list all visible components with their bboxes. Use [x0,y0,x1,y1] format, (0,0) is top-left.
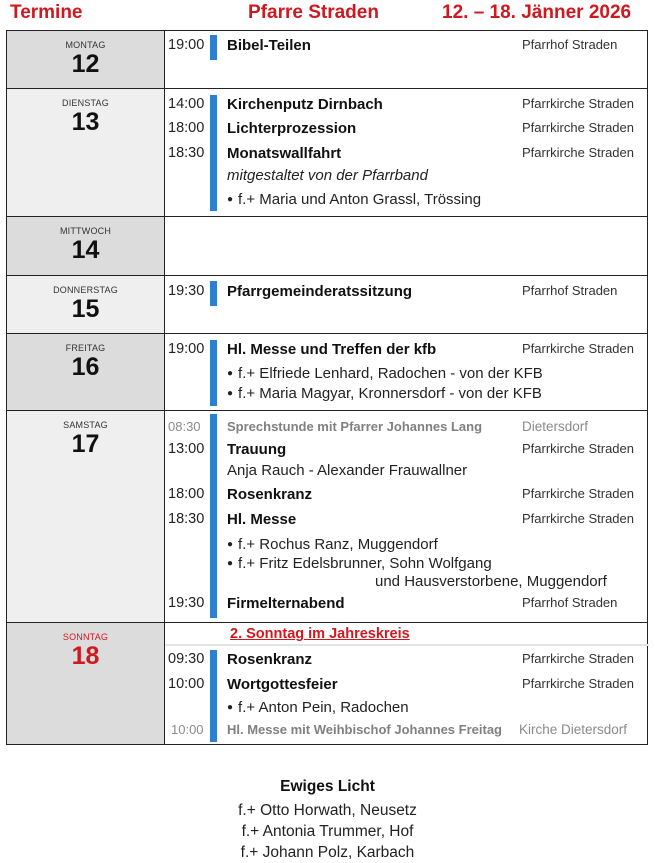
mass-intention: ● f.+ Maria Magyar, Kronnersdorf - von der KFB [227,385,542,402]
event-place: Kirche Dietersdorf [519,722,628,737]
day-name: DONNERSTAG [53,285,118,295]
day-cell [7,217,164,275]
day-row-friday [7,334,647,411]
event-item [165,341,649,363]
day-events [164,411,647,622]
event-place: Pfarrkirche Straden [522,486,634,501]
mass-intention: ● f.+ Fritz Edelsbrunner, Sohn Wolfgang [227,555,492,572]
event-time: 10:00 [168,676,205,692]
event-time: 18:00 [168,486,205,502]
event-title: Rosenkranz [227,486,313,503]
event-time: 08:30 [168,419,201,434]
event-title: Hl. Messe mit Weihbischof Johannes Freitag [227,722,502,737]
day-events-empty [164,217,647,275]
day-row-thursday [7,276,647,334]
event-place: Pfarrkirche Straden [522,96,634,111]
day-name: SAMSTAG [63,420,108,430]
event-title: Wortgottesfeier [227,676,338,693]
event-title: Monatswallfahrt [227,145,342,162]
event-title: Kirchenputz Dirnbach [227,96,383,113]
day-row-saturday [7,411,647,623]
event-place: Pfarrhof Straden [522,283,618,298]
event-title: Hl. Messe und Treffen der kfb [227,341,437,358]
day-cell [7,623,164,744]
event-place: Pfarrhof Straden [522,37,618,52]
day-cell [7,334,164,410]
event-title: Hl. Messe [227,511,297,528]
day-name: MONTAG [65,40,106,50]
day-number: 13 [71,108,100,136]
day-number: 12 [71,50,100,78]
event-place: Dietersdorf [522,419,589,434]
eternal-light-line: f.+ Johann Polz, Karbach [240,844,415,861]
day-events [164,31,647,88]
day-name: MITTWOCH [59,226,112,236]
event-time: 09:30 [168,651,205,667]
event-title: Pfarrgemeinderatssitzung [227,283,413,300]
event-time: 18:30 [168,511,205,527]
event-time: 18:00 [168,120,205,136]
event-item [165,676,649,698]
day-number: 18 [71,642,100,670]
event-note: Anja Rauch - Alexander Frauwallner [227,462,468,479]
day-cell [7,89,164,216]
event-time: 14:00 [168,96,205,112]
day-events [164,89,647,216]
mass-intention-continuation: und Hausverstorbene, Muggendorf [375,573,607,590]
eternal-light-section [0,778,655,863]
event-item [165,283,649,305]
day-number: 17 [71,430,100,458]
event-time: 19:30 [168,595,205,611]
event-note: mitgestaltet von der Pfarrband [227,167,428,184]
event-time: 18:30 [168,145,205,161]
day-cell [7,31,164,88]
event-item [165,145,649,167]
event-time: 19:00 [168,37,205,53]
mass-intention: ● f.+ Rochus Ranz, Muggendorf [227,536,438,553]
event-item [165,120,649,142]
day-number: 14 [71,236,100,264]
day-row-wednesday [7,217,647,276]
day-row-tuesday [7,89,647,217]
event-time: 19:30 [168,283,205,299]
event-title: Rosenkranz [227,651,313,668]
mass-intention: ● f.+ Elfriede Lenhard, Radochen - von der KFB [227,365,543,382]
event-item [165,651,649,673]
event-place: Pfarrkirche Straden [522,145,634,160]
event-time: 13:00 [168,441,205,457]
event-item [165,419,649,441]
day-name: FREITAG [65,343,106,353]
day-events [164,276,647,333]
event-place: Pfarrkirche Straden [522,120,634,135]
event-time: 10:00 [171,722,204,737]
day-row-monday [7,31,647,89]
day-row-sunday [7,623,647,745]
day-cell [7,276,164,333]
event-place: Pfarrkirche Straden [522,676,634,691]
event-item [165,486,649,508]
event-title: Trauung [227,441,287,458]
event-place: Pfarrkirche Straden [522,441,634,456]
day-events [164,623,647,744]
event-place: Pfarrhof Straden [522,595,618,610]
eternal-light-line: f.+ Antonia Trummer, Hof [241,823,414,840]
event-title: Sprechstunde mit Pfarrer Johannes Lang [227,419,483,434]
day-cell [7,411,164,622]
day-name: DIENSTAG [62,98,109,108]
event-title: Lichterprozession [227,120,357,137]
event-title: Firmelternabend [227,595,345,612]
header-parish: Pfarre Straden [248,2,379,23]
liturgical-day-title: 2. Sonntag im Jahreskreis [230,626,410,642]
event-item [165,96,649,118]
event-place: Pfarrkirche Straden [522,511,634,526]
event-place: Pfarrkirche Straden [522,341,634,356]
liturgical-day-heading [165,623,649,646]
event-title: Bibel-Teilen [227,37,311,54]
mass-intention: ● f.+ Maria und Anton Grassl, Trössing [227,191,481,208]
header-date-range: 12. – 18. Jänner 2026 [442,2,632,23]
mass-intention: ● f.+ Anton Pein, Radochen [227,699,409,716]
header-termine: Termine [10,2,83,23]
day-name: SONNTAG [62,632,109,642]
eternal-light-title: Ewiges Licht [280,778,375,795]
day-number: 16 [71,353,100,381]
eternal-light-line: f.+ Otto Horwath, Neusetz [238,802,417,819]
day-events [164,334,647,410]
event-item [165,441,649,463]
event-item [165,595,649,617]
event-item [165,511,649,533]
day-number: 15 [71,295,100,323]
event-item [165,722,649,744]
schedule-table [6,30,648,745]
event-place: Pfarrkirche Straden [522,651,634,666]
event-time: 19:00 [168,341,205,357]
page-header [0,0,655,28]
event-item [165,37,649,59]
